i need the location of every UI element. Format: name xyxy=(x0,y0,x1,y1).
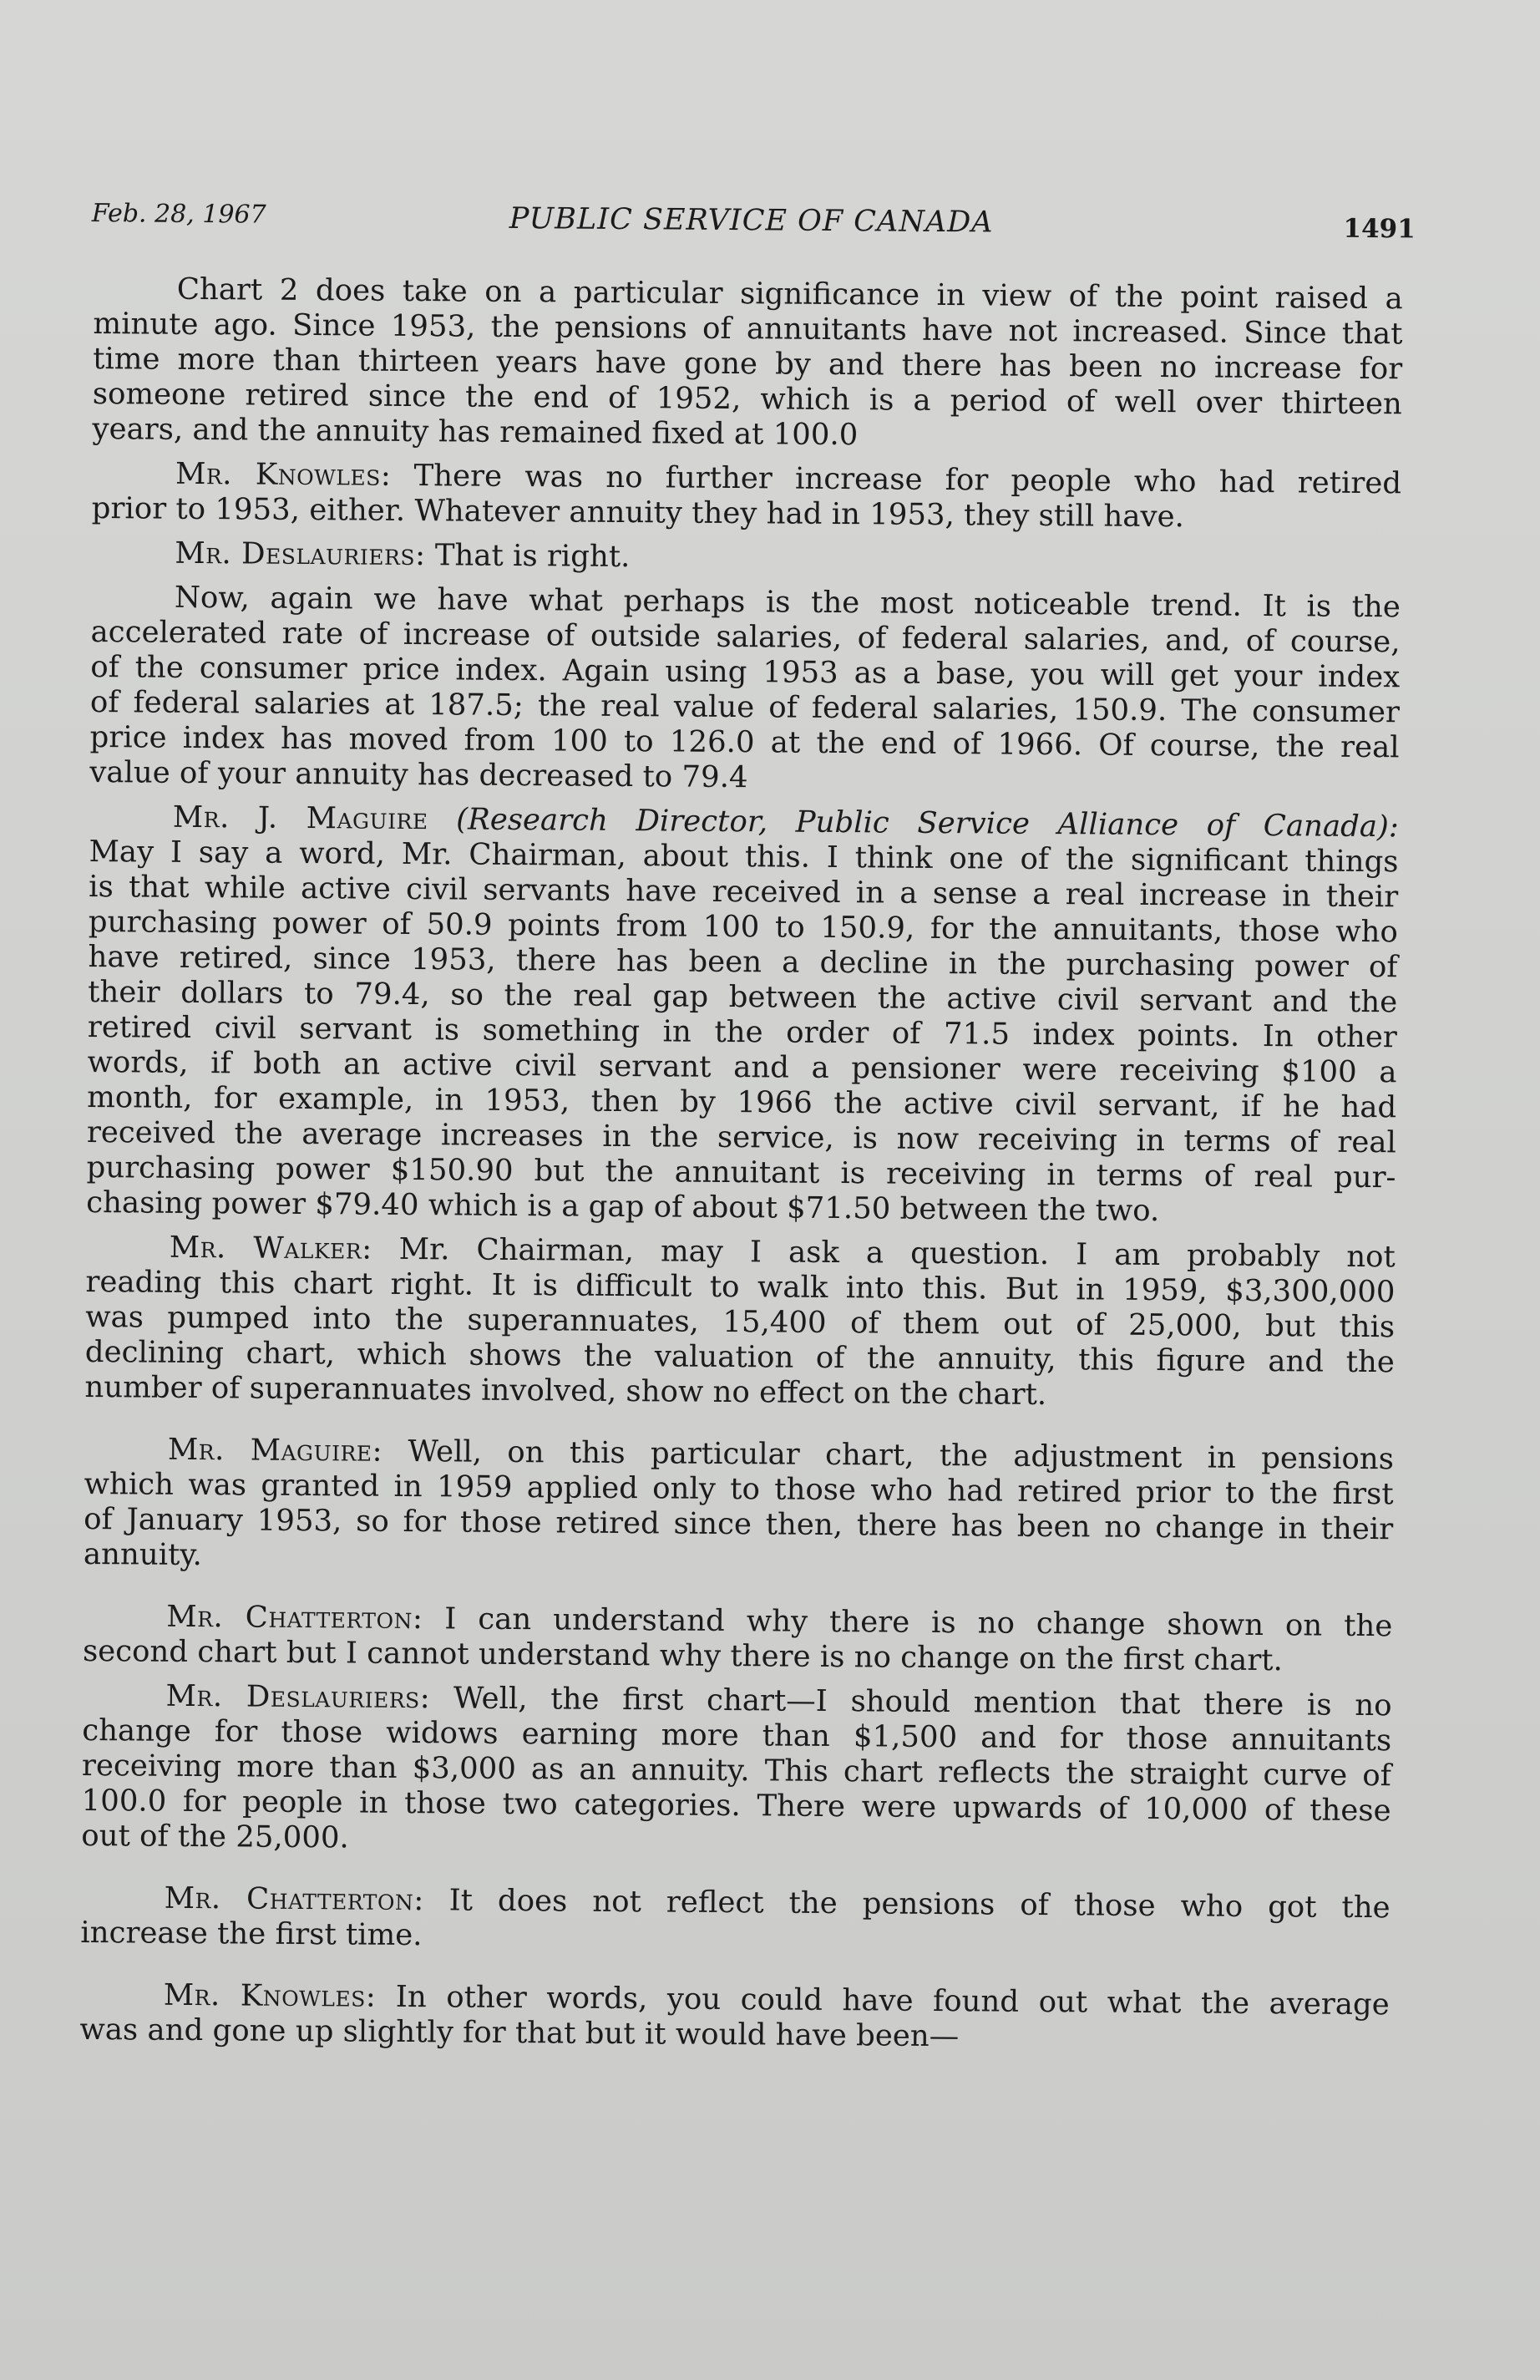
text-line: accelerated rate of increase of outside salaries, of federal salaries, and, of course, xyxy=(90,614,1401,660)
text-line: Now, again we have what perhaps is the most noticeable trend. It is the xyxy=(174,580,1401,625)
paragraph xyxy=(81,1678,1392,1864)
text-line: was and gone up slightly for that but it would have been— xyxy=(79,2012,960,2054)
page-number: 1491 xyxy=(1343,213,1416,245)
text-line: price index has moved from 100 to 126.0 at the end of 1966. Of course, the real xyxy=(89,719,1400,765)
speech-text: Well, on this particular chart, the adjustment in pensions xyxy=(382,1434,1395,1477)
text-line: chasing power $79.40 which is a gap of about $71.50 between the two. xyxy=(86,1185,1160,1229)
text-line: of January 1953, so for those retired since then, there has been no change in their xyxy=(84,1501,1394,1547)
paragraph xyxy=(89,580,1401,800)
header-title: PUBLIC SERVICE OF CANADA xyxy=(509,201,994,240)
text-line: retired civil servant is something in the order of 71.5 index points. In other xyxy=(87,1009,1398,1055)
text-line: which was granted in 1959 applied only to those who had retired prior to the first xyxy=(84,1466,1394,1512)
text-line: annuity. xyxy=(83,1536,203,1573)
running-header xyxy=(92,199,1416,251)
text-line: words, if both an active civil servant and a pensioner were receiving $100 a xyxy=(87,1044,1397,1090)
text-line: change for those widows earning more than $1,500 and for those annuitants xyxy=(82,1713,1392,1758)
text-line: increase the first time. xyxy=(80,1915,423,1953)
speaker-name: Mr. Maguire: xyxy=(167,1432,383,1469)
speech-text: Mr. Chairman, may I ask a question. I am probably not xyxy=(372,1231,1396,1275)
text-line: of federal salaries at 187.5; the real value of federal salaries, 150.9. The consumer xyxy=(89,684,1401,730)
header-date: Feb. 28, 1967 xyxy=(91,199,266,230)
speech-text: I can understand why there is no change shown on the xyxy=(423,1601,1393,1644)
paragraph xyxy=(84,1432,1394,1582)
speech-text: In other words, you could have found out what the average xyxy=(376,1979,1390,2022)
paragraph xyxy=(91,535,1401,581)
speech-text: Well, the first chart—I should mention that there is no xyxy=(430,1681,1392,1723)
text-line: declining chart, which shows the valuation of the annuity, this figure and the xyxy=(84,1334,1395,1380)
paragraph xyxy=(80,1880,1391,1961)
text-line: second chart but I cannot understand why there is no change on the first chart. xyxy=(82,1633,1283,1678)
paragraph xyxy=(79,1977,1390,2058)
speaker-name: Mr. Deslauriers: xyxy=(165,1678,431,1716)
text-line: time more than thirteen years have gone by and there has been no increase for xyxy=(93,341,1403,387)
text-line: Chart 2 does take on a particular significance in view of the point raised a xyxy=(176,271,1403,317)
text-line: have retired, since 1953, there has been a decline in the purchasing power of xyxy=(88,939,1398,985)
speech-text: There was no further increase for people who had retired xyxy=(391,458,1402,501)
speaker-name: Mr. Knowles: xyxy=(163,1977,377,2014)
text-line: minute ago. Since 1953, the pensions of annuitants have not increased. Since that xyxy=(93,306,1403,352)
text-line: is that while active civil servants have received in a sense a real increase in their xyxy=(89,869,1399,915)
text-line: 100.0 for people in those two categories. There were upwards of 10,000 of these xyxy=(81,1783,1391,1829)
speaker-name: Mr. Chatterton: xyxy=(166,1599,423,1637)
speaker-name: Mr. Walker: xyxy=(169,1230,372,1266)
text-line: prior to 1953, either. Whatever annuity they had in 1953, they still have. xyxy=(91,490,1184,535)
text-line: purchasing power $150.90 but the annuitant is receiving in terms of real pur- xyxy=(86,1149,1396,1195)
text-line: received the average increases in the service, is now receiving in terms of real xyxy=(86,1114,1397,1160)
paragraph xyxy=(83,1599,1393,1679)
text-line: was pumped into the superannuates, 15,400 of them out of 25,000, but this xyxy=(85,1299,1396,1345)
paragraph xyxy=(86,799,1399,1231)
paragraph xyxy=(92,456,1402,536)
text-line: of the consumer price index. Again using 1953 as a base, you will get your index xyxy=(90,649,1401,695)
speaker-name: Mr. Chatterton: xyxy=(164,1880,424,1918)
text-line: number of superannuates involved, show no effect on the chart. xyxy=(84,1369,1047,1413)
text-line: out of the 25,000. xyxy=(81,1818,349,1855)
text-line: their dollars to 79.4, so the real gap between the active civil servant and the xyxy=(88,974,1398,1020)
speaker-name: Mr. Deslauriers: xyxy=(175,535,426,573)
text-line xyxy=(91,535,1401,581)
paragraph xyxy=(84,1230,1396,1415)
speech-text: That is right. xyxy=(425,538,631,575)
transcript-body xyxy=(79,271,1403,2067)
speaker-affiliation: (Research Director, Public Service Alliance of Canada): xyxy=(456,802,1399,845)
text-line: value of your annuity has decreased to 79.4 xyxy=(89,754,748,795)
text-line: years, and the annuity has remained fixed at 100.0 xyxy=(92,411,859,453)
paragraph xyxy=(92,271,1403,457)
text-line: May I say a word, Mr. Chairman, about this. I think one of the significant things xyxy=(89,834,1399,880)
text-line: reading this chart right. It is difficult to walk into this. But in 1959, $3,300,000 xyxy=(85,1264,1396,1310)
speaker-name: Mr. Knowles: xyxy=(175,456,392,493)
speaker-name: Mr. J. Maguire xyxy=(172,799,428,837)
text-line: purchasing power of 50.9 points from 100 to 150.9, for the annuitants, those who xyxy=(88,904,1398,950)
text-line: receiving more than $3,000 as an annuity. This chart reflects the straight curve of xyxy=(81,1748,1392,1794)
text-line: month, for example, in 1953, then by 1966 the active civil servant, if he had xyxy=(87,1079,1397,1125)
text-line: someone retired since the end of 1952, which is a period of well over thirteen xyxy=(92,376,1402,422)
speech-text: It does not reflect the pensions of those who got the xyxy=(423,1883,1391,1926)
